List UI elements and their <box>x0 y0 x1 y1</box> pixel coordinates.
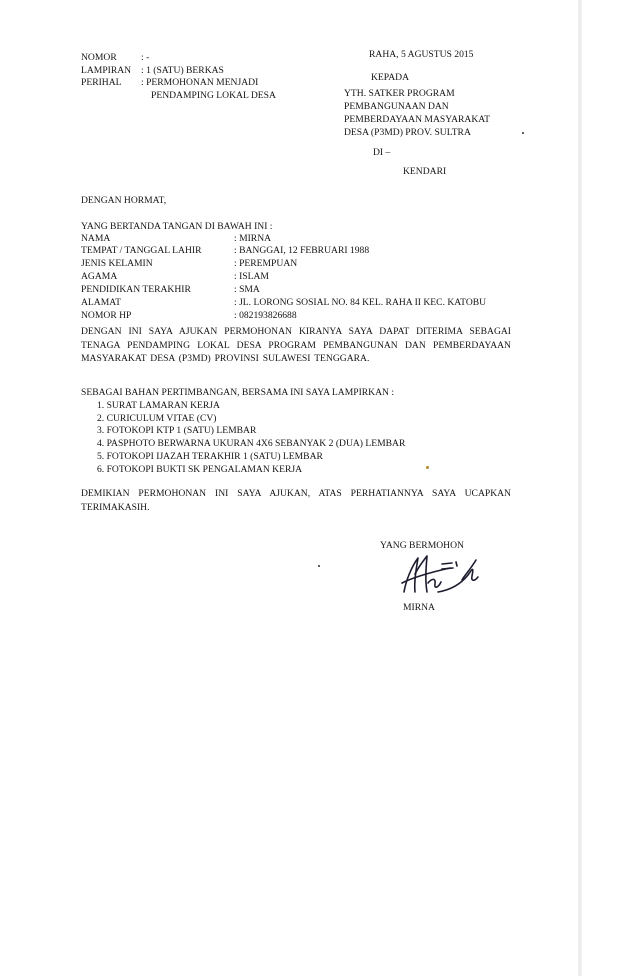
handwritten-signature <box>392 552 488 600</box>
perihal-value: : PERMOHONAN MENJADI <box>141 77 259 88</box>
list-item: 5. FOTOKOPI IJAZAH TERAKHIR 1 (SATU) LEMBAR <box>97 451 323 462</box>
recipient-di: DI – <box>373 147 391 158</box>
list-item: 4. PASPHOTO BERWARNA UKURAN 4X6 SEBANYAK 2 (DUA) LEMBAR <box>97 438 406 449</box>
scan-speck <box>318 565 320 567</box>
identity-label: NAMA <box>81 233 111 244</box>
identity-value: : MIRNA <box>234 233 272 244</box>
nomor-label: NOMOR <box>81 52 117 63</box>
identity-label: ALAMAT <box>81 297 121 308</box>
place-date: RAHA, 5 AGUSTUS 2015 <box>369 49 474 60</box>
nomor-value: : - <box>141 52 150 63</box>
identity-value: : SMA <box>234 284 260 295</box>
lampiran-label: LAMPIRAN <box>81 65 132 76</box>
identity-value: : 082193826688 <box>234 310 297 321</box>
lampiran-value: : 1 (SATU) BERKAS <box>141 65 224 76</box>
signature-title: YANG BERMOHON <box>380 540 464 551</box>
scan-page-edge <box>578 0 582 976</box>
scan-speck <box>426 466 429 469</box>
recipient-line-1: YTH. SATKER PROGRAM <box>344 88 455 99</box>
intro-line: YANG BERTANDA TANGAN DI BAWAH INI : <box>81 221 273 232</box>
recipient-line-3: PEMBERDAYAAN MASYARAKAT <box>344 114 490 125</box>
recipient-line-2: PEMBANGUNAAN DAN <box>344 101 449 112</box>
kepada-label: KEPADA <box>371 72 410 83</box>
list-item: 3. FOTOKOPI KTP 1 (SATU) LEMBAR <box>97 425 257 436</box>
scan-speck <box>522 132 524 134</box>
identity-label: AGAMA <box>81 271 118 282</box>
signer-name: MIRNA <box>403 602 435 613</box>
perihal-label: PERIHAL <box>81 77 122 88</box>
request-paragraph: DENGAN INI SAYA AJUKAN PERMOHONAN KIRANYA SAYA DAPAT DITERIMA SEBAGAI TENAGA PENDAMPING LOKAL DESA PROGRAM PEMBANGUNAN DAN PEMBERDAYAAN MASYARAKAT DESA (P3MD) PROVINSI SULAWESI TENGGARA. <box>81 326 511 364</box>
identity-value: : PEREMPUAN <box>234 258 298 269</box>
identity-label: PENDIDIKAN TERAKHIR <box>81 284 191 295</box>
perihal-value-continued: PENDAMPING LOKAL DESA <box>151 90 276 101</box>
recipient-line-4: DESA (P3MD) PROV. SULTRA <box>344 127 471 138</box>
attachments-intro: SEBAGAI BAHAN PERTIMBANGAN, BERSAMA INI SAYA LAMPIRKAN : <box>81 387 395 398</box>
identity-value: : ISLAM <box>234 271 269 282</box>
identity-value: : BANGGAI, 12 FEBRUARI 1988 <box>234 245 370 256</box>
closing-paragraph: DEMIKIAN PERMOHONAN INI SAYA AJUKAN, ATAS PERHATIANNYA SAYA UCAPKAN TERIMAKASIH. <box>81 488 511 513</box>
list-item: 2. CURICULUM VITAE (CV) <box>97 413 217 424</box>
list-item: 1. SURAT LAMARAN KERJA <box>97 400 220 411</box>
recipient-city: KENDARI <box>403 166 447 177</box>
identity-label: TEMPAT / TANGGAL LAHIR <box>81 245 202 256</box>
list-item: 6. FOTOKOPI BUKTI SK PENGALAMAN KERJA <box>97 464 303 475</box>
greeting: DENGAN HORMAT, <box>81 195 167 206</box>
identity-value: : JL. LORONG SOSIAL NO. 84 KEL. RAHA II KEC. KATOBU <box>234 297 487 308</box>
identity-label: JENIS KELAMIN <box>81 258 153 269</box>
identity-label: NOMOR HP <box>81 310 132 321</box>
